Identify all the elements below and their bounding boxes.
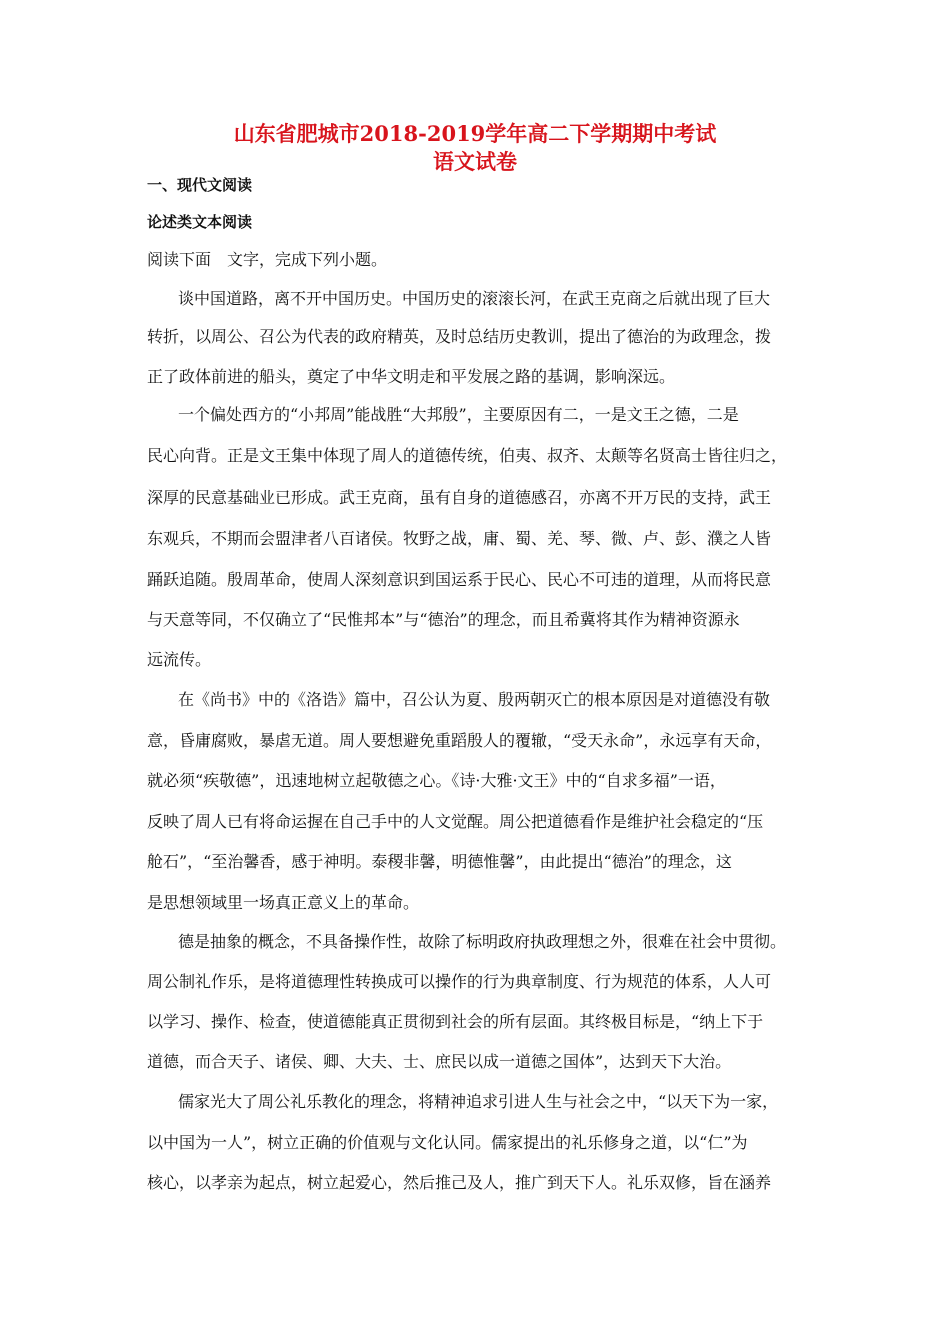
text-line: 谈中国道路，离不开中国历史。中国历史的滚滚长河，在武王克商之后就出现了巨大 [178,289,771,308]
instruction-line: 阅读下面 文字，完成下列小题。 [147,250,388,269]
text-line: 转折，以周公、召公为代表的政府精英，及时总结历史教训，提出了德治的为政理念，拨 [147,327,772,346]
section-heading: 一、现代文阅读 [147,176,253,194]
text-line: 周公制礼作乐，是将道德理性转换成可以操作的行为典章制度、行为规范的体系，人人可 [147,972,772,991]
text-line: 踊跃追随。殷周革命，使周人深刻意识到国运系于民心、民心不可违的道理，从而将民意 [147,570,772,589]
subsection-heading: 论述类文本阅读 [147,213,253,231]
text-line: 就必须“疾敬德”，迅速地树立起敬德之心。《诗·大雅·文王》中的“自求多福”一语， [147,771,726,790]
document-subtitle: 语文试卷 [433,149,517,174]
text-line: 舱石”，“至治馨香，感于神明。泰稷非馨，明德惟馨”，由此提出“德治”的理念，这 [147,852,732,871]
text-line: 远流传。 [147,650,212,669]
text-line: 东观兵，不期而会盟津者八百诸侯。牧野之战，庸、蜀、羌、琴、微、卢、彭、濮之人皆 [147,529,772,548]
text-line: 民心向背。正是文王集中体现了周人的道德传统，伯夷、叔齐、太颠等名贤高士皆往归之， [147,446,788,465]
text-line: 意，昏庸腐败，暴虐无道。周人要想避免重蹈殷人的覆辙，“受天永命”，永远享有天命， [147,731,772,750]
text-line: 核心，以孝亲为起点，树立起爱心，然后推己及人，推广到天下人。礼乐双修，旨在涵养 [147,1173,772,1192]
text-line: 儒家光大了周公礼乐教化的理念，将精神追求引进人生与社会之中，“以天下为一家， [178,1092,779,1111]
text-line: 以中国为一人”，树立正确的价值观与文化认同。儒家提出的礼乐修身之道，以“仁”为 [147,1133,748,1152]
text-line: 在《尚书》中的《洛诰》篇中，召公认为夏、殷两朝灭亡的根本原因是对道德没有敬 [178,690,771,709]
text-line: 深厚的民意基础业已形成。武王克商，虽有自身的道德感召，亦离不开万民的支持，武王 [147,488,772,507]
text-line: 与天意等同，不仅确立了“民惟邦本”与“德治”的理念，而且希冀将其作为精神资源永 [147,610,740,629]
text-line: 道德，而合天子、诸侯、卿、大夫、士、庶民以成一道德之国体”，达到天下大治。 [147,1052,732,1071]
text-line: 反映了周人已有将命运握在自己手中的人文觉醒。周公把道德看作是维护社会稳定的“压 [147,812,764,831]
text-line: 正了政体前进的船头，奠定了中华文明走和平发展之路的基调，影响深远。 [147,367,676,386]
document-title: 山东省肥城市2018-2019学年高二下学期期中考试 [233,121,717,146]
text-line: 一个偏处西方的“小邦周”能战胜“大邦殷”，主要原因有二，一是文王之德，二是 [178,405,739,424]
text-line: 是思想领域里一场真正意义上的革命。 [147,893,420,912]
text-line: 以学习、操作、检查，使道德能真正贯彻到社会的所有层面。其终极目标是，“纳上下于 [147,1012,764,1031]
text-line: 德是抽象的概念，不具备操作性，故除了标明政府执政理想之外，很难在社会中贯彻。 [178,932,787,951]
